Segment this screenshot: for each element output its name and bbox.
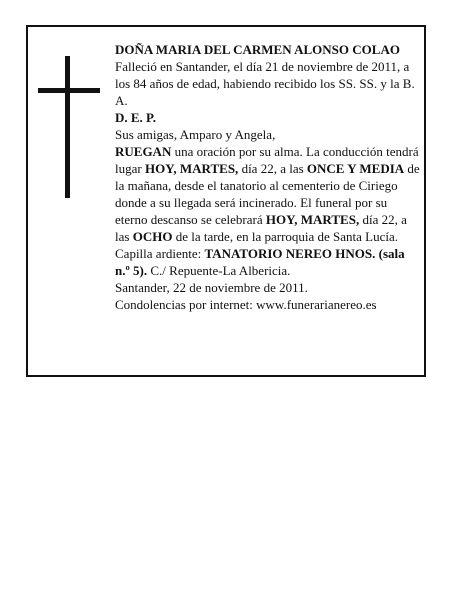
ceremony-details bbox=[115, 143, 420, 279]
ceremony-text-1: una oración por su alma. La conducción tendrá lugar bbox=[115, 144, 419, 176]
ceremony-text-6: C./ Repuente-La Albericia. bbox=[147, 263, 291, 278]
cross-icon bbox=[38, 56, 100, 198]
funeral-home-bold: TANATORIO NEREO HNOS. (sala n.º 5). bbox=[115, 246, 405, 278]
ceremony-text-2: día 22, a las bbox=[238, 161, 307, 176]
ceremony-text-4: día 22, a las bbox=[115, 212, 407, 244]
friends-line: Sus amigas, Amparo y Angela, bbox=[115, 127, 276, 142]
time-bold-2: OCHO bbox=[132, 229, 173, 244]
date-line: Santander, 22 de noviembre de 2011. bbox=[115, 280, 308, 295]
condolences-line: Condolencias por internet: www.funerarianereo.es bbox=[115, 297, 377, 312]
notice-text bbox=[115, 41, 420, 313]
time-bold-1: ONCE Y MEDIA bbox=[306, 161, 405, 176]
day-bold-2: HOY, MARTES, bbox=[265, 212, 360, 227]
ceremony-text-5: de la tarde, en la parroquia de Santa Lucía. Capilla ardiente: bbox=[115, 229, 399, 261]
dep-abbreviation: D. E. P. bbox=[115, 110, 157, 125]
obituary-notice bbox=[26, 25, 426, 377]
ruegan-text: RUEGAN bbox=[115, 144, 172, 159]
ceremony-text-3: de la mañana, desde el tanatorio al cementerio de Ciriego donde a su llegada será incinerado. El funeral por su eterno descanso se celebrará bbox=[115, 161, 420, 227]
deceased-name: DOÑA MARIA DEL CARMEN ALONSO COLAO bbox=[115, 42, 400, 57]
death-info: Falleció en Santander, el día 21 de noviembre de 2011, a los 84 años de edad, habiendo recibido los SS. SS. y la B. A. bbox=[115, 59, 415, 108]
day-bold-1: HOY, MARTES, bbox=[144, 161, 239, 176]
